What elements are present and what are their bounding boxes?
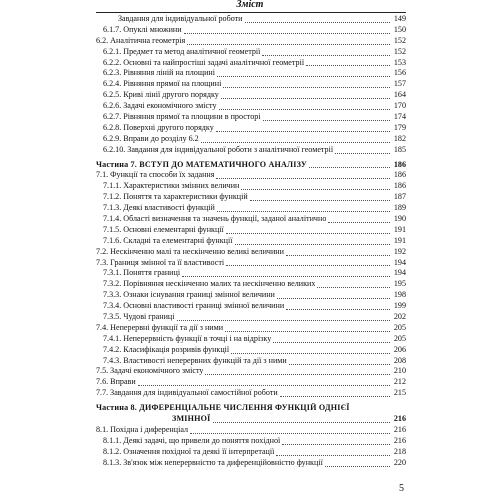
toc-entry-title: 7.7. Завдання для індивідуальної самостійної роботи: [96, 388, 278, 398]
toc-entry-page: 192: [393, 246, 406, 256]
dot-leader: [273, 342, 390, 343]
toc-entry-title: 6.2.5. Криві лінії другого порядку: [103, 90, 219, 100]
dot-leader: [187, 44, 390, 45]
toc-entry[interactable]: [96, 79, 406, 90]
toc-entry[interactable]: [96, 36, 406, 47]
toc-entry-title: 7.3.2. Порівняння нескінченно малих та нескінченно великих: [103, 279, 316, 289]
toc-entry-page: 202: [393, 312, 406, 322]
toc-entry-page: 153: [393, 57, 406, 67]
toc-entry-page: 206: [393, 344, 406, 354]
toc-entry[interactable]: [96, 425, 406, 436]
toc-entry-title: 6.2.4. Рівняння прямої на площині: [103, 79, 222, 89]
toc-entry[interactable]: [96, 334, 406, 345]
toc-entry[interactable]: [96, 145, 406, 156]
dot-leader: [245, 22, 390, 23]
toc-entry[interactable]: [96, 447, 406, 458]
dot-leader: [289, 364, 390, 365]
toc-entry-title: 6.2.1. Предмет та метод аналітичної геометрії: [103, 46, 261, 56]
toc-entry-title: 8.1.3. Зв'язок між неперервністю та диференційовністю функції: [103, 457, 323, 467]
toc-entry[interactable]: [96, 58, 406, 69]
dot-leader: [205, 374, 390, 375]
dot-leader: [217, 76, 390, 77]
dot-leader: [231, 353, 390, 354]
dot-leader: [190, 433, 390, 434]
toc-entry-page: 215: [393, 388, 406, 398]
toc-entry-title: 8.1. Похідна і диференціал: [96, 424, 189, 434]
toc-entry[interactable]: [96, 377, 406, 388]
toc-entry-page: 199: [393, 301, 406, 311]
running-header: Зміст: [236, 0, 264, 10]
toc-entry-page: 216: [393, 424, 406, 434]
toc-entry-title: 8.1.2. Означення похідної та деякі її інтерпретації: [103, 446, 275, 456]
dot-leader: [286, 309, 390, 310]
toc-entry-page: 191: [393, 235, 406, 245]
toc-entry-page: 208: [393, 355, 406, 365]
toc-entry[interactable]: [96, 14, 406, 25]
toc-entry-page: 150: [393, 24, 406, 34]
toc-part-entry[interactable]: [96, 414, 406, 425]
toc-entry-page: 164: [393, 90, 406, 100]
dot-leader: [241, 189, 390, 190]
dot-leader: [217, 211, 390, 212]
dot-leader: [226, 233, 390, 234]
table-of-contents: [96, 14, 406, 469]
toc-entry[interactable]: [96, 170, 406, 181]
toc-entry-page: 174: [393, 112, 406, 121]
dot-leader: [286, 255, 390, 256]
toc-entry-page: 216: [393, 435, 406, 445]
toc-entry-title: 6.2.2. Основні та найпростіші задачі аналітичної геометрії: [103, 57, 305, 67]
dot-leader: [201, 142, 390, 143]
toc-entry[interactable]: [96, 258, 406, 269]
toc-entry[interactable]: [96, 436, 406, 447]
toc-entry[interactable]: [96, 236, 406, 247]
toc-entry-title: 7.4.1. Неперервність функції в точці і на відрізку: [103, 333, 272, 343]
toc-entry[interactable]: [96, 101, 406, 112]
toc-entry-title: ЗМІННОЇ: [172, 414, 211, 424]
toc-entry-page: 216: [393, 414, 406, 424]
toc-entry-page: 205: [393, 333, 406, 343]
dot-leader: [250, 200, 390, 201]
toc-entry-title: 8.1.1. Деякі задачі, що привели до поняття похідної: [103, 435, 281, 445]
toc-entry-page: 195: [393, 279, 406, 289]
toc-entry-title: 6.2.9. Вправи до розділу 6.2: [103, 133, 199, 143]
toc-entry-page: 194: [393, 257, 406, 267]
toc-entry[interactable]: [96, 290, 406, 301]
toc-entry-title: 7.1.3. Деякі властивості функцій: [103, 203, 215, 213]
header-rule: [96, 12, 406, 13]
toc-entry-page: 198: [393, 290, 406, 300]
toc-entry-page: 157: [393, 79, 406, 89]
toc-entry-title: 7.1.2. Поняття та характеристики функцій: [103, 192, 248, 202]
dot-leader: [309, 167, 390, 168]
toc-entry[interactable]: [96, 279, 406, 290]
toc-entry-title: 7.4.3. Властивості неперервних функцій та дії з ними: [103, 355, 287, 365]
toc-entry[interactable]: [96, 68, 406, 79]
toc-part-entry[interactable]: [96, 160, 406, 171]
toc-part-entry[interactable]: [96, 403, 406, 414]
toc-entry-title: 6.2.6. Задачі економічного змісту: [103, 101, 217, 111]
toc-entry[interactable]: [96, 301, 406, 312]
toc-entry-page: 186: [393, 170, 406, 180]
toc-entry-title: 7.1.1. Характеристики змінних величин: [103, 181, 240, 191]
toc-entry[interactable]: [96, 323, 406, 334]
toc-entry-title: 7.4. Неперервні функції та дії з ними: [96, 322, 224, 332]
toc-entry-page: 210: [393, 366, 406, 376]
toc-entry-title: 6.2.8. Поверхні другого порядку: [103, 122, 214, 132]
toc-entry[interactable]: [96, 134, 406, 145]
toc-entry-title: 7.3.4. Основні властивості границі змінної величини: [103, 301, 285, 311]
toc-entry-title: Частина 7. ВСТУП ДО МАТЕМАТИЧНОГО АНАЛІЗУ: [96, 159, 308, 169]
toc-entry[interactable]: [96, 247, 406, 258]
toc-entry[interactable]: [96, 225, 406, 236]
toc-entry[interactable]: [96, 214, 406, 225]
toc-entry-title: 7.1.6. Складні та елементарні функції: [103, 235, 233, 245]
toc-entry-page: 186: [393, 181, 406, 191]
toc-entry-title: 6.2.7. Рівняння прямої та площини в просторі: [103, 112, 261, 121]
toc-entry-title: 7.1.4. Області визначення та значень функції, заданої аналітично: [103, 214, 327, 224]
dot-leader: [262, 55, 390, 56]
toc-entry-title: 7.3.1. Поняття границі: [103, 268, 181, 278]
toc-entry-page: 156: [393, 68, 406, 78]
toc-entry-title: 7.4.2. Класифікація розривів функції: [103, 344, 230, 354]
dot-leader: [216, 178, 390, 179]
toc-entry-title: 7.1.5. Основні елементарні функції: [103, 224, 224, 234]
dot-leader: [282, 444, 390, 445]
toc-entry-page: 220: [393, 457, 406, 467]
toc-entry-page: 149: [393, 14, 406, 23]
dot-leader: [182, 276, 390, 277]
toc-entry-page: 212: [393, 377, 406, 387]
toc-entry-page: 218: [393, 446, 406, 456]
toc-entry[interactable]: [96, 90, 406, 101]
toc-entry-page: 152: [393, 35, 406, 45]
dot-leader: [225, 331, 390, 332]
toc-entry-title: 6.1.7. Опуклі множини: [103, 24, 182, 34]
toc-entry-page: 187: [393, 192, 406, 202]
dot-leader: [280, 396, 390, 397]
toc-entry[interactable]: [96, 367, 406, 378]
toc-entry-title: 7.2. Нескінченно малі та нескінченно великі величини: [96, 246, 284, 256]
dot-leader: [335, 153, 390, 154]
toc-entry[interactable]: [96, 192, 406, 203]
toc-entry[interactable]: [96, 112, 406, 123]
toc-entry-page: 189: [393, 203, 406, 213]
toc-entry-page: 190: [393, 214, 406, 224]
toc-entry[interactable]: [96, 203, 406, 214]
dot-leader: [223, 87, 390, 88]
toc-entry[interactable]: [96, 345, 406, 356]
dot-leader: [216, 131, 390, 132]
toc-entry-title: 6.2.3. Рівняння ліній на площині: [103, 68, 216, 78]
toc-entry[interactable]: [96, 47, 406, 58]
dot-leader: [177, 320, 391, 321]
dot-leader: [276, 455, 390, 456]
toc-entry-page: 179: [393, 122, 406, 132]
toc-entry-page: 182: [393, 133, 406, 143]
toc-entry-page: 185: [393, 144, 406, 154]
toc-entry-title: 6.2. Аналітична геометрія: [96, 35, 186, 45]
toc-entry-page: 205: [393, 322, 406, 332]
toc-entry-title: 7.3.3. Ознаки існування границі змінної величини: [103, 290, 275, 300]
toc-entry-page: 194: [393, 268, 406, 278]
dot-leader: [306, 65, 390, 66]
toc-entry-title: 7.6. Вправи: [96, 377, 136, 387]
toc-entry[interactable]: [96, 458, 406, 469]
dot-leader: [317, 287, 390, 288]
toc-entry-title: 7.5. Задачі економічного змісту: [96, 366, 204, 376]
toc-entry[interactable]: [96, 356, 406, 367]
toc-entry-title: 7.3.5. Чудові границі: [103, 312, 175, 322]
toc-entry-title: Частина 8. ДИФЕРЕНЦІАЛЬНЕ ЧИСЛЕННЯ ФУНКЦІЙ ОДНІЄЇ: [96, 403, 350, 413]
toc-entry[interactable]: [96, 388, 406, 399]
dot-leader: [184, 33, 390, 34]
dot-leader: [221, 98, 390, 99]
toc-entry-title: 7.3. Границя змінної та її властивості: [96, 257, 225, 267]
dot-leader: [138, 385, 390, 386]
toc-entry-title: 6.2.10. Завдання для індивідуальної роботи з аналітичної геометрії: [103, 144, 334, 154]
toc-entry-title: 7.1. Функції та способи їх задання: [96, 170, 215, 180]
dot-leader: [213, 422, 391, 423]
dot-leader: [219, 109, 390, 110]
page-number: 5: [399, 483, 404, 494]
toc-entry[interactable]: [96, 268, 406, 279]
toc-entry-page: 170: [393, 101, 406, 111]
toc-entry-page: 186: [393, 159, 406, 169]
dot-leader: [277, 298, 390, 299]
dot-leader: [226, 265, 390, 266]
dot-leader: [263, 120, 390, 121]
toc-entry[interactable]: [96, 181, 406, 192]
toc-entry[interactable]: [96, 25, 406, 36]
dot-leader: [235, 244, 391, 245]
toc-entry-page: 152: [393, 46, 406, 56]
dot-leader: [328, 222, 390, 223]
toc-entry[interactable]: [96, 312, 406, 323]
toc-entry[interactable]: [96, 123, 406, 134]
dot-leader: [325, 466, 390, 467]
toc-entry-title: Завдання для індивідуальної роботи: [118, 14, 243, 23]
toc-entry-page: 191: [393, 224, 406, 234]
